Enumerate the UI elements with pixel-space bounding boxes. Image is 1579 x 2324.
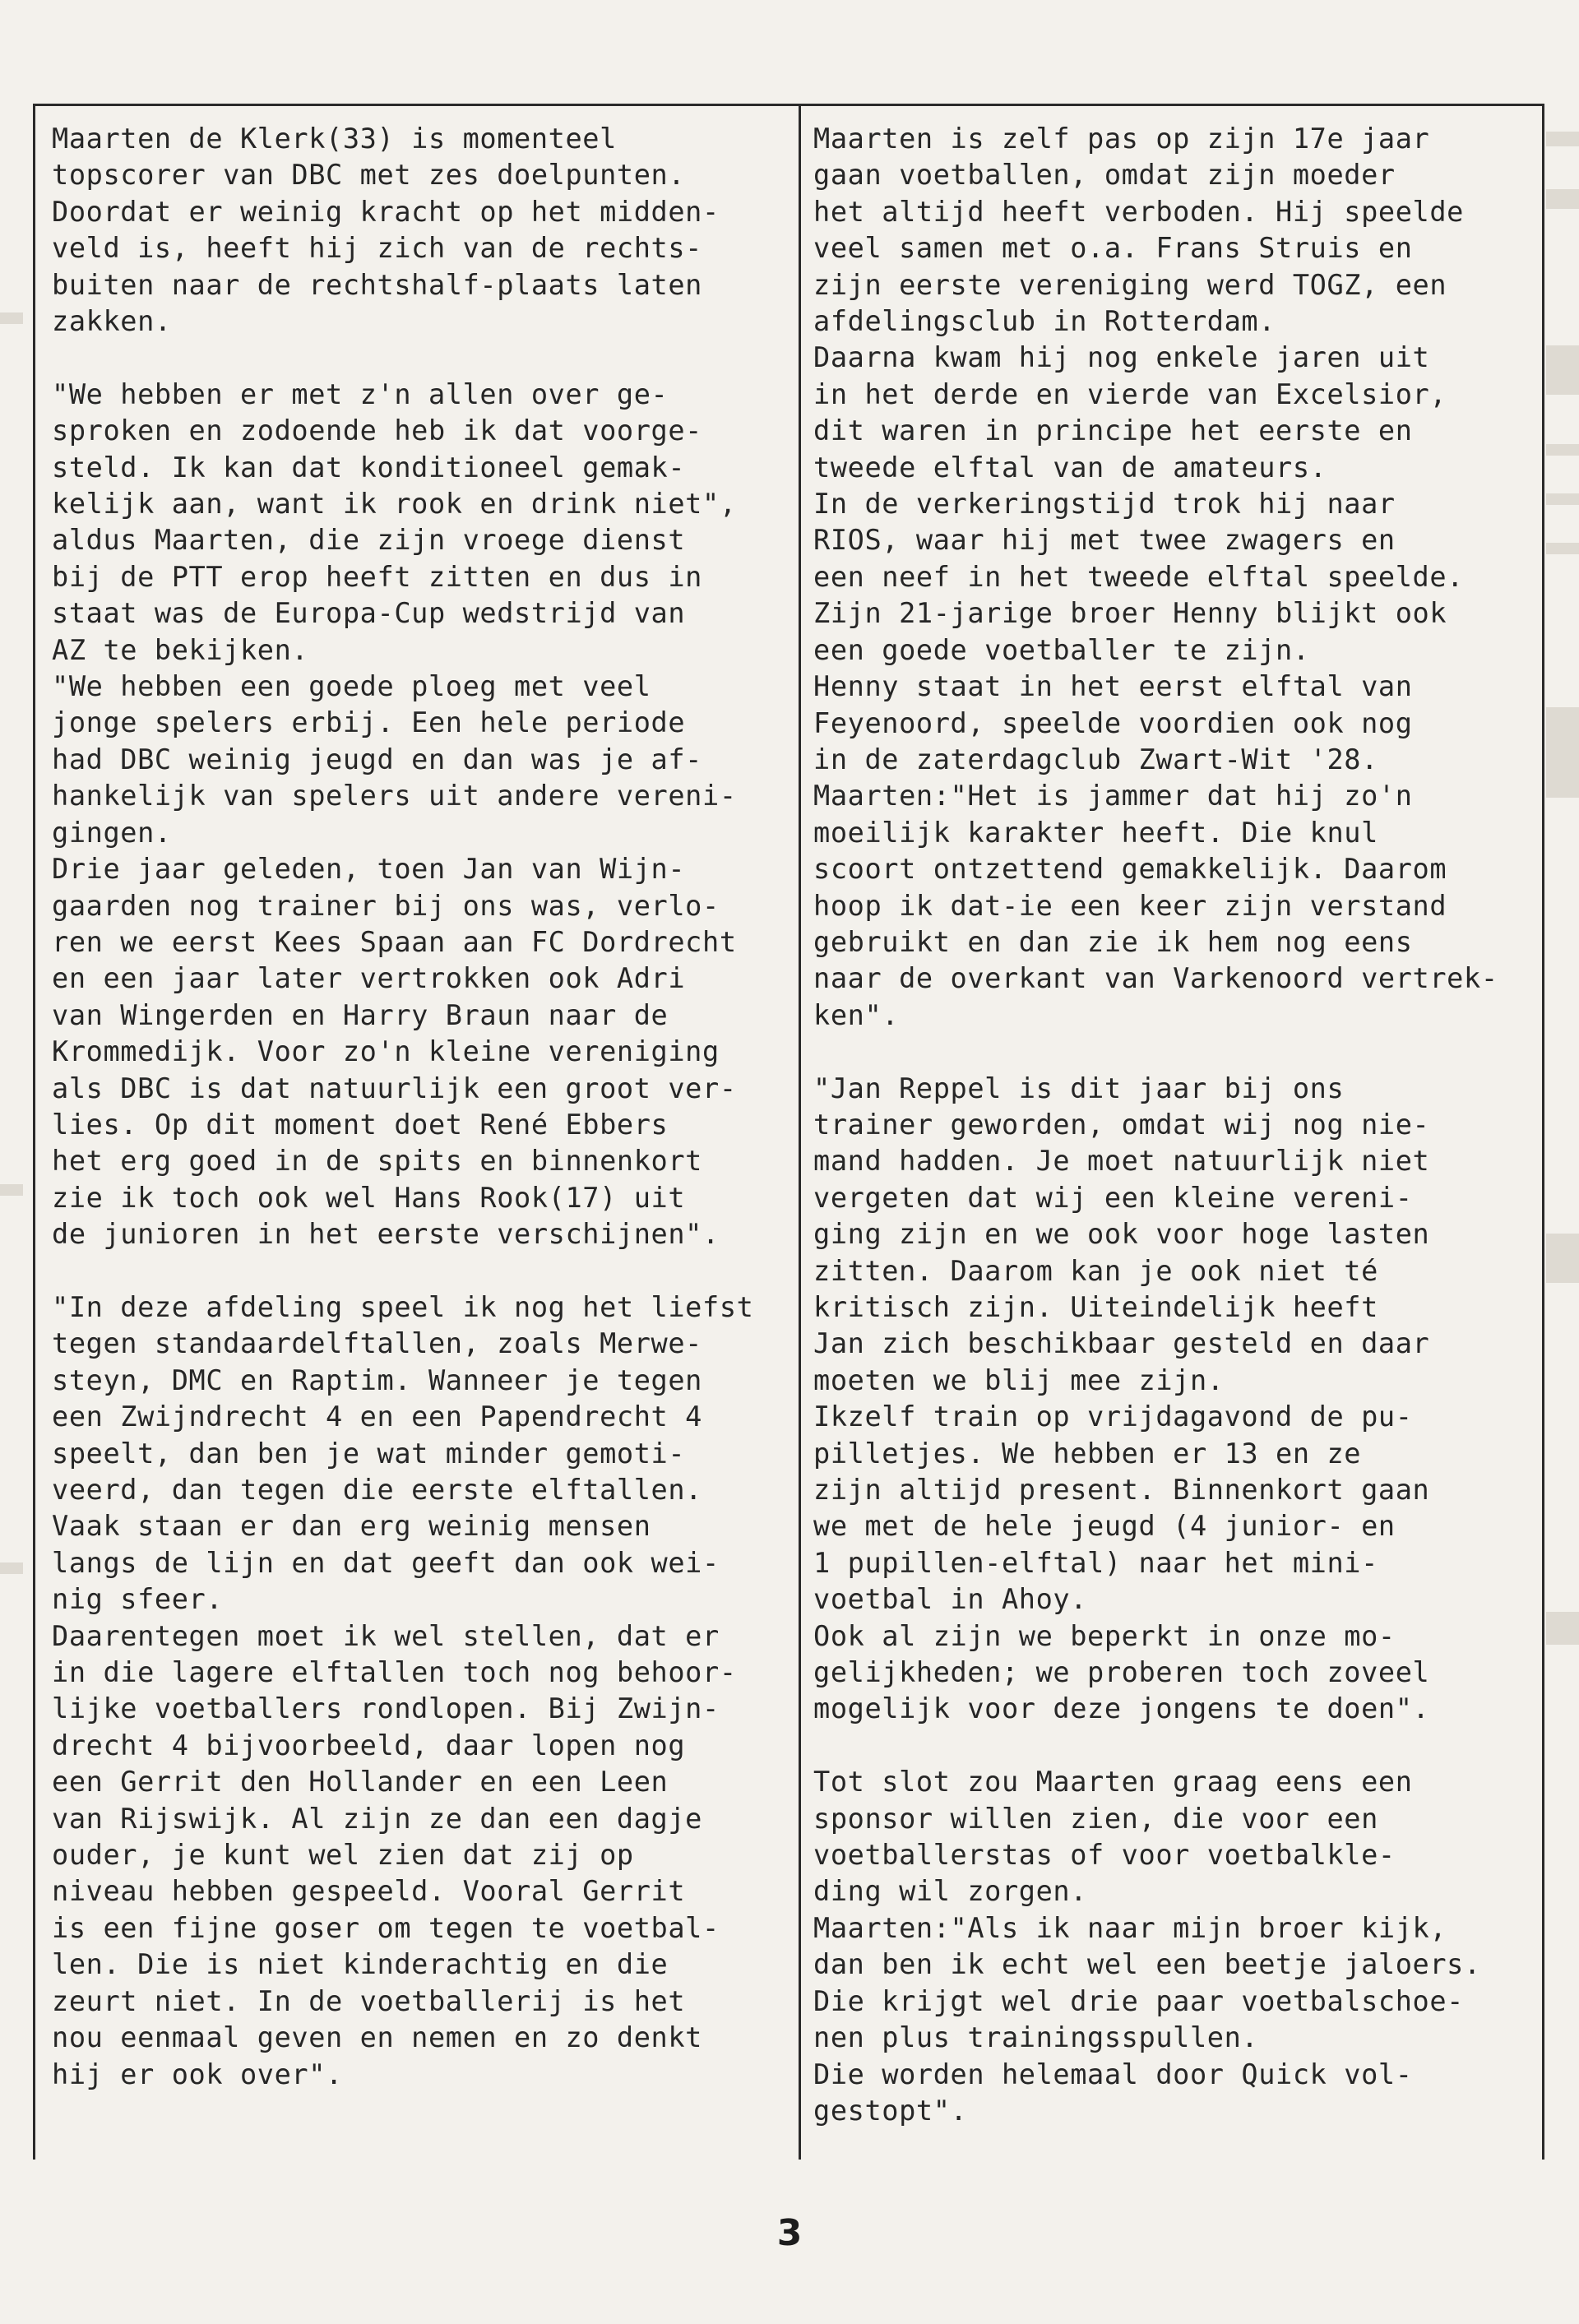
right-column [813,121,1537,2129]
paragraph-gap [52,340,792,376]
paragraph-gap [813,1728,1537,1764]
page-number: 3 [776,2212,803,2254]
paragraph: "Jan Reppel is dit jaar bij ons trainer geworden, omdat wij nog nie- mand hadden. Je moet natuurlijk niet vergeten dat wij een kleine vereni- ging zijn en we ook voor hoge lasten zitten. Daarom kan je ook niet té kritisch zijn. Uiteindelijk heeft Jan zich beschikbaar gesteld en daar moeten we blij mee zijn. Ikzelf train op vrijdagavond de pu- pilletjes. We hebben er 13 en ze zijn altijd present. Binnenkort gaan we met de hele jeugd (4 junior- en 1 pupillen-elftal) naar het mini- voetbal in Ahoy. Ook al zijn we beperkt in onze mo- gelijkheden; we proberen toch zoveel mogelijk voor deze jongens te doen". [813,1072,1430,1725]
paragraph: Maarten is zelf pas op zijn 17e jaar gaan voetballen, omdat zijn moeder het altijd heeft verboden. Hij speelde veel samen met o.a. Frans Struis en zijn eerste vereniging werd TOGZ, een afdelingsclub in Rotterdam. Daarna kwam hij nog enkele jaren uit in het derde en vierde van Excelsior, dit waren in principe het eerste en tweede elftal van de amateurs. In de verkeringstijd trok hij naar RIOS, waar hij met twee zwagers en een neef in het tweede elftal speelde. Zijn 21-jarige broer Henny blijkt ook een goede voetballer te zijn. Henny staat in het eerst elftal van Feyenoord, speelde voordien ook nog in de zaterdagclub Zwart-Wit '28. Maarten:"Het is jammer dat hij zo'n moeilijk karakter heeft. Die knul scoort ontzettend gemakkelijk. Daarom hoop ik dat-ie een keer zijn verstand gebruikt en dan zie ik hem nog eens naar de overkant van Varkenoord vertrek- ken". [813,123,1498,1031]
column-divider [799,106,801,2160]
article-frame [33,104,1544,2160]
paragraph-gap [813,1034,1537,1070]
paragraph-gap [52,1253,792,1289]
paragraph: "In deze afdeling speel ik nog het liefst tegen standaardelftallen, zoals Merwe- steyn, DMC en Raptim. Wanneer je tegen een Zwijndrecht 4 en een Papendrecht 4 speelt, dan ben je wat minder gemoti- veerd, dan tegen die eerste elftallen. Vaak staan er dan erg weinig mensen langs de lijn en dat geeft dan ook wei- nig sfeer. Daarentegen moet ik wel stellen, dat er in die lagere elftallen toch nog behoor- lijke voetballers rondlopen. Bij Zwijn- drecht 4 bijvoorbeeld, daar lopen nog een Gerrit den Hollander en een Leen van Rijswijk. Al zijn ze dan een dagje ouder, je kunt wel zien dat zij op niveau hebben gespeeld. Vooral Gerrit is een fijne goser om tegen te voetbal- len. Die is niet kinderachtig en die zeurt niet. In de voetballerij is het nou eenmaal geven en nemen en zo denkt hij er ook over". [52,1290,754,2090]
paragraph: "We hebben er met z'n allen over ge- sproken en zodoende heb ik dat voorge- steld. Ik kan dat konditioneel gemak- kelijk aan, want ik rook en drink niet", aldus Maarten, die zijn vroege dienst bij de PTT erop heeft zitten en dus in staat was de Europa-Cup wedstrijd van AZ te bekijken. "We hebben een goede ploeg met veel jonge spelers erbij. Een hele periode had DBC weinig jeugd en dan was je af- hankelijk van spelers uit andere vereni- gingen. Drie jaar geleden, toen Jan van Wijn- gaarden nog trainer bij ons was, verlo- ren we eerst Kees Spaan aan FC Dordrecht en een jaar later vertrokken ook Adri van Wingerden en Harry Braun naar de Krommedijk. Voor zo'n kleine vereniging als DBC is dat natuurlijk een groot ver- lies. Op dit moment doet René Ebbers het erg goed in de spits en binnenkort zie ik toch ook wel Hans Rook(17) uit de junioren in het eerste verschijnen". [52,377,737,1251]
left-column [52,121,792,2093]
paragraph: Tot slot zou Maarten graag eens een sponsor willen zien, die voor een voetballerstas of voor voetbalkle- ding wil zorgen. Maarten:"Als ik naar mijn broer kijk, dan ben ik echt wel een beetje jaloers. Die krijgt wel drie paar voetbalschoe- nen plus trainingsspullen. Die worden helemaal door Quick vol- gestopt". [813,1766,1481,2127]
paragraph: Maarten de Klerk(33) is momenteel topscorer van DBC met zes doelpunten. Doordat er weinig kracht op het midden- veld is, heeft hij zich van de rechts- buiten naar de rechtshalf-plaats laten zakken. [52,123,720,338]
